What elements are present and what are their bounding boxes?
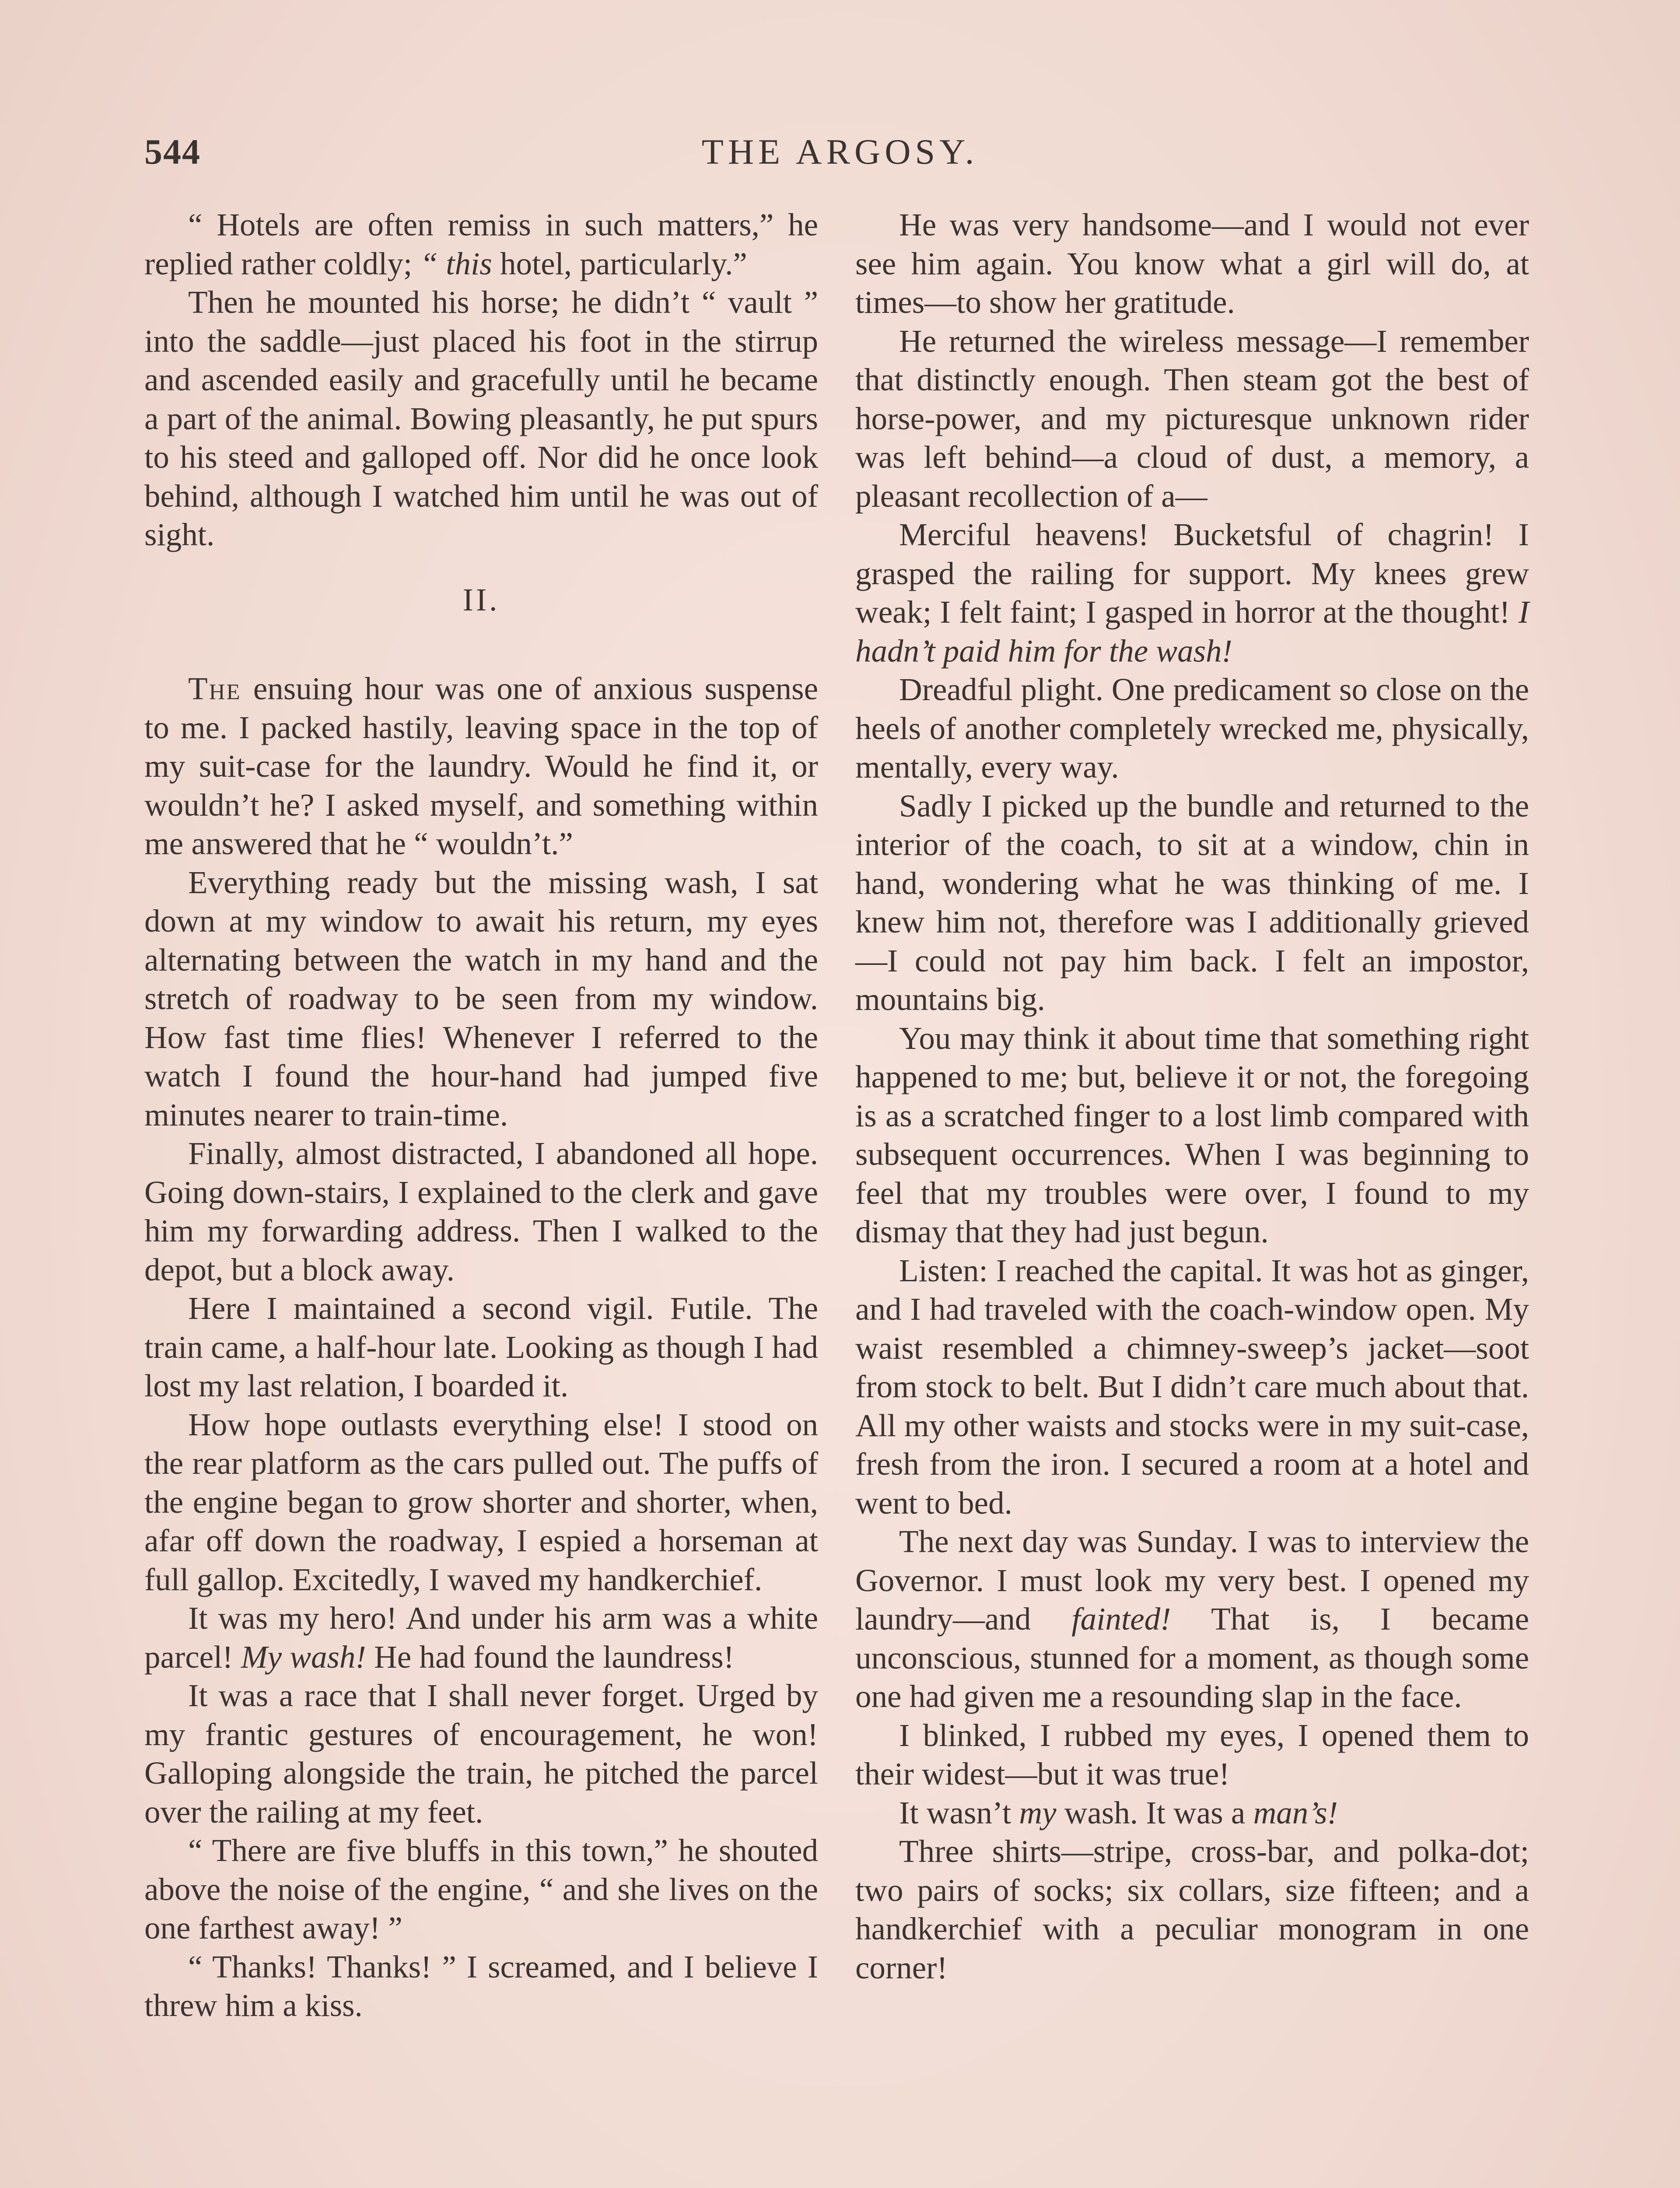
left-column (144, 206, 818, 2025)
paragraph: “ There are five bluffs in this town,” he shouted above the noise of the engine, “ and she lives on the one farthest away! ” (144, 1833, 818, 1946)
paragraph: Sadly I picked up the bundle and returned to the interior of the coach, to sit at a window, chin in hand, wondering what he was thinking of me. I knew him not, therefore was I additionally grieved —I could not pay him back. I felt an impostor, mountains big. (855, 788, 1529, 1017)
page-number: 544 (144, 132, 201, 172)
paragraph: “ Thanks! Thanks! ” I screamed, and I believe I threw him a kiss. (144, 1949, 818, 2023)
magazine-title: THE ARGOSY. (701, 132, 979, 172)
running-head (144, 131, 1536, 188)
drop-lead: The (188, 671, 242, 706)
paragraph: You may think it about time that something right happened to me; but, believe it or not, the foregoing is as a scratched finger to a lost limb compared with subsequent occurrences. When I was beginning to feel that my troubles were over, I found to my dismay that they had just begun. (855, 1020, 1529, 1249)
paragraph: The next day was Sunday. I was to interview the Governor. I must look my very best. I opened my laundry—and fainted! That is, I became unconscious, stunned for a moment, as though some one had given me a resounding slap in the face. (855, 1524, 1529, 1714)
paragraph: “ Hotels are often remiss in such matters,” he replied rather coldly; “ this hotel, particularly.” (144, 207, 818, 281)
paragraph: He returned the wireless message—I remember that distinctly enough. Then steam got the best of horse-power, and my picturesque unknown rider was left behind—a cloud of dust, a memory, a pleasant recollection of a— (855, 323, 1529, 514)
paragraph: It was a race that I shall never forget. Urged by my frantic gestures of encouragement, he won! Galloping alongside the train, he pitched the parcel over the railing at my feet. (144, 1678, 818, 1830)
paragraph: Finally, almost distracted, I abandoned all hope. Going down-stairs, I explained to the clerk and gave him my forwarding address. Then I walked to the depot, but a block away. (144, 1136, 818, 1287)
paragraph: The ensuing hour was one of anxious suspense to me. I packed hastily, leaving space in the top of my suit-case for the laundry. Would he find it, or wouldn’t he? I asked myself, and something within me answered that he “ wouldn’t.” (144, 671, 818, 861)
section-heading: II. (462, 582, 500, 617)
paragraph: Dreadful plight. One predicament so close on the heels of another completely wrecked me, physically, mentally, every way. (855, 672, 1529, 785)
paragraph: It wasn’t my wash. It was a man’s! (899, 1795, 1338, 1830)
paragraph: Listen: I reached the capital. It was hot as ginger, and I had traveled with the coach-window open. My waist resembled a chimney-sweep’s jacket—soot from stock to belt. But I didn’t care much about that. All my other waists and stocks were in my suit-case, fresh from the iron. I secured a room at a hotel and went to bed. (855, 1252, 1529, 1521)
paragraph: Then he mounted his horse; he didn’t “ vault ” into the saddle—just placed his foot in the stirrup and ascended easily and gracefully until he became a part of the animal. Bowing pleasantly, he put spurs to his steed and galloped off. Nor did he once look behind, although I watched him until he was out of sight. (144, 284, 818, 552)
paragraph: Three shirts—stripe, cross-bar, and polka-dot; two pairs of socks; six collars, size fifteen; and a handkerchief with a peculiar monogram in one corner! (855, 1834, 1529, 1985)
paragraph: It was my hero! And under his arm was a white parcel! My wash! He had found the laundress! (144, 1600, 818, 1675)
paragraph: Merciful heavens! Bucketsful of chagrin! I grasped the railing for support. My knees grew weak; I felt faint; I gasped in horror at the thought! I hadn’t paid him for the wash! (855, 517, 1529, 669)
right-column (855, 206, 1529, 1987)
paragraph: He was very handsome—and I would not ever see him again. You know what a girl will do, at times—to show her gratitude. (855, 207, 1529, 320)
paragraph: I blinked, I rubbed my eyes, I opened them to their widest—but it was true! (855, 1717, 1529, 1792)
paragraph: Everything ready but the missing wash, I sat down at my window to await his return, my eyes alternating between the watch in my hand and the stretch of roadway to be seen from my window. How fast time flies! Whenever I referred to the watch I found the hour-hand had jumped five minutes nearer to train-time. (144, 864, 818, 1133)
paragraph: Here I maintained a second vigil. Futile. The train came, a half-hour late. Looking as though I had lost my last relation, I boarded it. (144, 1290, 818, 1403)
paragraph: How hope outlasts everything else! I stood on the rear platform as the cars pulled out. The puffs of the engine began to grow shorter and shorter, when, afar off down the roadway, I espied a horseman at full gallop. Excitedly, I waved my handkerchief. (144, 1406, 818, 1597)
